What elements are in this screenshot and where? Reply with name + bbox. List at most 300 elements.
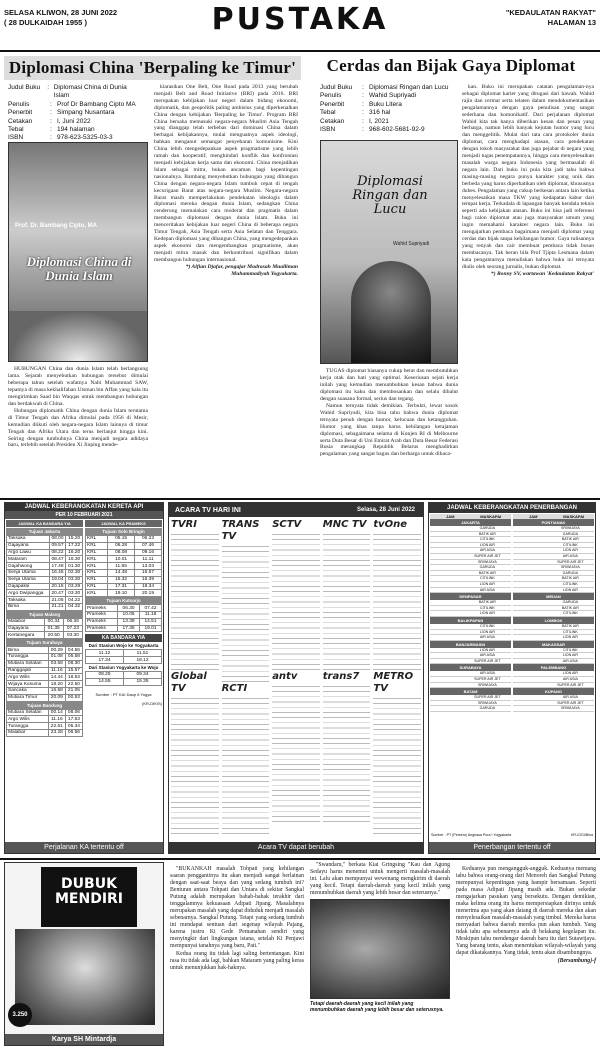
- tv-column: [272, 519, 320, 837]
- tv-channel-logo: TRANS TV: [221, 519, 260, 542]
- train-time: 08.22: [49, 549, 66, 556]
- train-name: Prameks: [86, 611, 118, 618]
- flight-airline: LION AIR: [562, 671, 578, 676]
- signature: *) Ronny SV, wartawan 'Kedaulatan Rakyat': [490, 270, 594, 277]
- flight-airline: AIR ASIA: [479, 635, 495, 640]
- info-value: 316 hal: [369, 109, 391, 117]
- info-key: Judul Buku: [320, 84, 353, 91]
- train-time: 07.23: [63, 625, 82, 632]
- train-time: 21.05: [65, 687, 82, 694]
- train-time: 08.30: [65, 660, 82, 667]
- tv-program-list: [171, 531, 219, 671]
- train-name: Malabar: [7, 729, 49, 736]
- info-key: ISBN: [8, 134, 24, 142]
- tv-program-list: [272, 683, 320, 823]
- train-name: Gajayana: [7, 542, 50, 549]
- train-name: KRL: [86, 583, 108, 590]
- paragraph: Keduanya pun mengangguk-angguk. Keduanya memang tahu bahwa orang-orang dari Menoreh dan Sangkal Putung mempunyai kepentingan yang hampir bersamaan. Seperti pada masa Adipati Jipang masih ada. Bukan sekedar mengajarkan pasukan yang bersekutu. Dengan demikian, maka kelima orang itu harus mempersiapkan dirinya untuk menerima apa yang akan datang di daerah mereka dan akan menyelesaikan masalah-masalah yang timbul. Mereka harus menyadari bahwa daerah mereka pun akan tumbuh. Yang tidak tahu apa sebenarnya ada di belakang kegelapan itu. Meskipun tahu mendengar daerah baru itu dari Sutawijaya. Yang barang tentu, akan menentukan wilayah-wilayah yang dapat dikatakannya. Yang tidak, tentu akan disambungnya.: [456, 866, 596, 956]
- tv-date: Selasa, 28 Juni 2022: [356, 507, 415, 513]
- train-name: Taksaka: [7, 536, 50, 543]
- table-row: [86, 556, 162, 563]
- flight-col-header: JAM: [446, 514, 455, 519]
- train-time: 00.29: [48, 647, 65, 654]
- train-time: 20.19: [135, 590, 162, 597]
- tv-channel-logo: antv: [272, 671, 298, 682]
- train-time: 17.53: [65, 716, 82, 723]
- flight-destination: MAKASSAR: [513, 641, 594, 648]
- paragraph: Kedua orang itu tidak lagi saling bertentangan. Kini rasa itu tidak ada lagi, bahkan Mataram yang paling keras untuk menunjukkan hak-haknya.: [170, 950, 304, 971]
- flight-airline: SUPER AIR JET: [557, 559, 584, 564]
- train-caption: Perjalanan KA tertentu off: [5, 842, 163, 853]
- train-time: 11.11: [135, 556, 162, 563]
- train-time: 05.58: [65, 653, 82, 660]
- train-time: 19.04: [49, 576, 66, 583]
- train-table-jakarta: [6, 535, 83, 611]
- flight-destination: DENPASAR: [430, 593, 511, 600]
- tv-channel-logo: tvOne: [373, 519, 408, 530]
- info-key: Cetakan: [320, 117, 345, 125]
- train-time: 07.46: [135, 542, 162, 549]
- train-header-left: JADWAL KA BANDARA YIA: [6, 520, 83, 527]
- train-time: 09.57: [49, 542, 66, 549]
- train-time: 11.51: [124, 650, 162, 657]
- train-time: 11.16: [48, 667, 65, 674]
- train-time: 08.06: [65, 709, 82, 716]
- flight-airline: AIR ASIA: [479, 548, 495, 553]
- flight-column: [430, 514, 511, 712]
- serial-drawing: [15, 929, 155, 1025]
- flight-airline: CITILINK: [562, 629, 578, 634]
- flight-airline: BATIK AIR: [478, 570, 496, 575]
- tv-caption: Acara TV dapat berubah: [169, 842, 423, 853]
- info-key: ISBN: [320, 126, 336, 134]
- serial-col2: [310, 862, 450, 1046]
- train-time: 11.16: [48, 716, 65, 723]
- train-time: 17.35: [118, 625, 140, 632]
- signature: *) Alfian Djafar, pengajar Madrasah Mualliman Muhammadiyah Yogyakarta.: [185, 264, 298, 277]
- train-time: 03.58: [48, 660, 65, 667]
- train-time: 00.14: [48, 709, 65, 716]
- flight-airline: CITILINK: [562, 542, 578, 547]
- train-time: 04.56: [65, 647, 82, 654]
- tv-channel-logo: SCTV: [272, 519, 302, 530]
- serial-number: 3.250: [8, 1003, 32, 1027]
- train-name: Ranggajati: [7, 667, 49, 674]
- table-row: [7, 583, 83, 590]
- article1-infobox: Judul Buku : Diplomasi China di Dunia Islam Penulis : Prof Dr Bambang Cipto MA Penerbit : Simpang Nusantara Cetakan : I, Juni 2022 Tebal : 194 halaman ISBN : 978-623-5325-03-3: [8, 84, 138, 143]
- train-table-surabaya: [6, 646, 83, 701]
- table-row: [7, 590, 83, 597]
- flight-airline: LION AIR: [479, 542, 495, 547]
- table-row: [7, 647, 83, 654]
- train-time: 19.10: [108, 590, 135, 597]
- train-name: Prameks: [86, 618, 118, 625]
- article-diplomasi-china: [4, 56, 301, 496]
- train-time: 21.05: [49, 597, 66, 604]
- masthead-date: [4, 8, 117, 28]
- table-row: [7, 563, 83, 570]
- train-section: Tujuan Solo Bringin: [85, 528, 162, 535]
- tv-program-list: [323, 531, 371, 671]
- train-time: 05.15: [108, 536, 135, 543]
- train-time: 01.35: [44, 625, 63, 632]
- table-row: [7, 569, 83, 576]
- cover-portrait: [351, 261, 431, 364]
- train-name: Mutiara Selatan: [7, 709, 49, 716]
- newspaper-name: "KEDAULATAN RAKYAT": [505, 8, 596, 17]
- train-time: 14.51: [140, 618, 162, 625]
- flight-airline: AIR ASIA: [562, 677, 578, 682]
- train-time: 22.50: [65, 681, 82, 688]
- train-time: 18.53: [65, 674, 82, 681]
- flight-airline: BATIK AIR: [478, 531, 496, 536]
- flight-airline: GARUDA: [479, 706, 496, 711]
- info-value: 978-623-5325-03-3: [57, 134, 113, 142]
- train-code: (KR-DIKIS): [142, 700, 162, 706]
- train-name: Prameks: [86, 605, 118, 612]
- table-row: [7, 556, 83, 563]
- train-time: 03.29: [66, 583, 83, 590]
- section-rule: [0, 498, 600, 500]
- train-name: Gajahwong: [7, 563, 50, 570]
- article1-col2: [154, 84, 298, 278]
- cover-illustration: [9, 311, 148, 361]
- flight-airline: BATIK AIR: [561, 623, 579, 628]
- train-header-right: JADWAL KA PRAMEKS: [85, 520, 162, 527]
- tv-grid: [169, 517, 423, 839]
- cover-title: Diplomasi Ringan dan Lucu: [352, 174, 428, 217]
- flight-grid: [429, 513, 595, 713]
- train-time: 14.48: [108, 569, 135, 576]
- train-name: KRL: [86, 549, 108, 556]
- flight-airline: BATIK AIR: [561, 605, 579, 610]
- info-key: Penulis: [320, 92, 342, 100]
- train-right-col: [85, 528, 162, 737]
- train-time: 08.00: [49, 536, 66, 543]
- train-time: 17.31: [108, 583, 135, 590]
- train-title: JADWAL KEBERANGKATAN KERETA API: [5, 503, 163, 511]
- paragraph: kan. Buku ini merupakan catatan pengalaman-nya sebagai diplomat karier yang ditugasi dari bawah. Wahid rajin dan cermat serta telaten dalam mendokumentasikan pengalamannya dengan gaya penulisan yang sangat sederhana dan komunikatif. Dari perjalanan diplomat Wahid kita tak hanya diberikan kesan dan pesan yang berharga, namun lebih banyak kejutan humor yang lucu dan menggelitik. Mulai dari tata cara protokoler dunia diplomat, cara menghadapi atasan, cara pendekatan dengan tokoh masyarakat dan juga pejabat di negara yang menjadi tugas penempatannya, hingga cara menyelesaikan masalah warga negara Indonesia yang bermasalah di negara lain. Dari buku ini pula kita jadi tahu bahwa masing-masing negara punya karakter yang unik dan berbeda yang harus diperhatikan oleh diplomat, khususnya dubes. Pengalaman yang cukup berkesan antara lain ketika menyelesaikan masa TKW yang kedapatan kabur dari tempat kerja. Terkadala di lapangan banyak kendala teknis seperti ada kebijakan atasan. Buku ini bisa jadi referensi bagi calon diplomat atau juga masyarakat umum yang ingin memahami karakter negara lain. Buku ini mengajarkan pembaca bagaimana menjadi diplomat yang cerdas dan bijak tanpa kehilangan humor. Gaya tulisannya yang renyah dan cair membuat pembaca tidak bosan membacanya. Tak heran bila Prof Tjipta Lesmana dalam kata pengantarnya menuliskan bahwa buku ini ternyata diulis oleh seorang jurnalis, bukan diplomat.: [462, 84, 594, 270]
- train-table-solo: [85, 535, 162, 597]
- flight-destination: LOMBOK: [513, 617, 594, 624]
- section-title: PUSTAKA: [211, 2, 389, 37]
- train-subtitle: PER 10 FEBRUARI 2021: [5, 511, 163, 519]
- flight-airline: CITILINK: [562, 647, 578, 652]
- flight-airline: BATIK AIR: [561, 576, 579, 581]
- flight-row: [430, 706, 511, 712]
- flight-airline: CITILINK: [562, 611, 578, 616]
- train-time: 16.58: [48, 687, 65, 694]
- flight-row: [513, 706, 594, 712]
- serial-col2-text: [310, 862, 450, 897]
- table-row: [7, 653, 83, 660]
- tv-program-list: [323, 683, 371, 823]
- table-row: [86, 542, 162, 549]
- flight-airline: AIR ASIA: [479, 587, 495, 592]
- info-value: I, Juni 2022: [57, 117, 91, 125]
- train-time: 16.20: [66, 549, 83, 556]
- table-row: [86, 569, 162, 576]
- table-row: [7, 536, 83, 543]
- table-row: [7, 618, 83, 625]
- table-row: [7, 674, 83, 681]
- flight-schedule: [428, 502, 596, 854]
- flight-title: JADWAL KEBERANGKATAN PENERBANGAN: [429, 503, 595, 513]
- table-row: [86, 625, 162, 632]
- table-row: [86, 650, 162, 657]
- train-name: Malabar: [7, 618, 45, 625]
- flight-code: KR-IGGI/Bina: [571, 833, 593, 837]
- flight-destination: PONTIANAK: [513, 519, 594, 526]
- flight-destination: BATAM: [430, 688, 511, 695]
- train-section: Tujuan Surabaya: [6, 639, 83, 646]
- info-value: Prof Dr Bambang Cipto MA: [57, 100, 136, 108]
- flight-airline: SUPER AIR JET: [557, 682, 584, 687]
- table-row: [7, 667, 83, 674]
- tv-channel-logo: Global TV: [171, 671, 207, 694]
- info-key: Penulis: [8, 100, 30, 108]
- table-row: [86, 536, 162, 543]
- flight-col-header: JAM: [529, 514, 538, 519]
- train-time: 16.39: [135, 576, 162, 583]
- flight-destination: BANJARMASIN: [430, 641, 511, 648]
- table-row: [7, 687, 83, 694]
- flight-airline: GARUDA: [562, 600, 579, 605]
- article2-infobox: Judul Buku : Diplomasi Ringan dan Lucu Penulis : Wahid Supriyadi Penerbit : Buku Litera Tebal : 316 hal Cetakan : I, 2021 ISBN : 968-602-5681-92-9: [320, 84, 449, 134]
- info-key: Tebal: [8, 126, 24, 134]
- article1-title: Diplomasi China 'Berpaling ke Timur': [4, 56, 301, 80]
- flight-destination: BALIKPAPAN: [430, 617, 511, 624]
- train-name: Prameks: [86, 625, 118, 632]
- cover-author: Wahid Supriyadi: [393, 241, 430, 247]
- paragraph: "Swandaru," berkata Kiai Gringsing "Kau dan Agung Sedayu harus menemui untuk mengerti masalah-masalah ini. Lalu akan mempunyai wewenang mengkirim di daerah yang kecil. Tetapi daerah-daerah yang kecil inilah yang menumbuhkan daerah yang lebih besar dan seterusnya.": [310, 862, 450, 896]
- flight-airline: LION AIR: [479, 647, 495, 652]
- tv-program-list: [222, 695, 270, 835]
- table-row: [7, 542, 83, 549]
- flight-source: Sumber : PT (Persero) Angkasa Pura I Yogyakarta: [431, 833, 512, 837]
- train-name: Bima: [7, 647, 49, 654]
- table-row: [7, 681, 83, 688]
- train-time: 11.18: [140, 611, 162, 618]
- train-name: Argo Wilis: [7, 674, 49, 681]
- train-time: 18.20: [48, 681, 65, 688]
- train-name: KRL: [86, 569, 108, 576]
- flight-airline: SRIWIJAYA: [477, 682, 497, 687]
- train-time: 18.34: [135, 583, 162, 590]
- flight-airline: BATIK AIR: [561, 537, 579, 542]
- paragraph: "BUKANKAH masalah Tohpati yang kehilangan saaran penggantinya itu akan menjadi sangat berlainan dengan saat-saat beaya dan yang sedang tumbuh ini? Benturan antara Tohpati dan Untara di sekitar Sangkal Putung adalah merupakan bahab-bahak terakhir dari tenggalamnya kekuasaan Adipati Jipang. Masalahnya merupakan masalah yang dapat diduduk menjadi masalah sebenarnya. Sangkal Putung. Tetapi yang sedang tumbuh ini mendapat sentuan dari segenap wilayah Pajang, karena justru Ki Gede Pemanahan sendiri yang menyingkir dari lingkungan istana, setelah Ki Penjawi mempunyai tanahnya yang baru, Pati.": [170, 866, 304, 949]
- train-time: 09.34: [124, 671, 162, 678]
- train-name: Taksaka: [7, 597, 50, 604]
- flight-airline: CITILINK: [479, 576, 495, 581]
- train-time: 22.51: [48, 723, 65, 730]
- serial-title: DUBUK MENDIRI: [41, 867, 137, 927]
- paragraph: HUBUNGAN China dan dunia Islam telah berlangsung lama. Sejarah menyebutkan hubungan tersebut dimulai beberapa tahun setelah wafatnya Nabi Muhammad SAW, tepatnya di masa kekhalifahan Utsman bin Affan yang kala itu mengirimkan Saad bin Waqqas untuk membangun hubungan dan berdakwah di China.: [8, 366, 148, 407]
- tv-channel-logo: TVRI: [171, 519, 197, 530]
- train-time: 06.36: [63, 618, 82, 625]
- serial-image: [310, 899, 450, 999]
- info-value: I, 2021: [369, 117, 389, 125]
- train-name: Mutiara Timur: [7, 694, 49, 701]
- book-cover-diplomasi-china: [8, 142, 148, 362]
- table-row: [86, 549, 162, 556]
- info-key: Judul Buku: [8, 84, 41, 91]
- serial-caption: Karya SH Mintardja: [5, 1034, 163, 1045]
- flight-airline: SRIWIJAYA: [477, 700, 497, 705]
- info-key: Cetakan: [8, 117, 33, 125]
- page-number: HALAMAN 13: [547, 18, 596, 27]
- tv-column: [171, 519, 219, 837]
- table-row: [7, 660, 83, 667]
- train-time: 00.53: [65, 694, 82, 701]
- train-name: Mutiara Selatan: [7, 660, 49, 667]
- paragraph: TUGAS diplomat biasanya cukup berat dan membutuhkan kerja otak dan hati yang optimal. Keseriusan sejati kerja inilah yang kemudian menumbuhkan kesan bahwa dunia diplomasi itu kaku dan membosankan dan selalu dibalut dengan suasana formal, serius dan tegang.: [320, 368, 458, 402]
- tv-program-list: [171, 695, 219, 835]
- tv-channel-logo: METRO TV: [373, 671, 414, 694]
- table-row: [86, 611, 162, 618]
- flight-airline: CITILINK: [479, 537, 495, 542]
- train-name: Mataram: [7, 556, 50, 563]
- table-row: [7, 597, 83, 604]
- cover-title: Diplomasi China di Dunia Islam: [26, 254, 132, 283]
- flight-airline: LION AIR: [562, 653, 578, 658]
- train-time: 15.57: [135, 569, 162, 576]
- train-time: 16.30: [66, 556, 83, 563]
- table-row: [86, 671, 162, 678]
- train-subsection: Dari Stasiun Yogyakarta ke Wojo: [88, 664, 159, 670]
- table-row: [7, 625, 83, 632]
- tv-column: [323, 519, 371, 837]
- train-table-yia-1: [85, 649, 162, 664]
- train-time: 17.22: [66, 542, 83, 549]
- info-value: Diplomasi China di Dunia Islam: [53, 84, 127, 100]
- train-time: 06.30: [118, 605, 140, 612]
- serial-illustration: [4, 862, 164, 1046]
- info-key: Penerbit: [320, 100, 345, 108]
- train-time: 00.34: [44, 618, 63, 625]
- info-value: 194 halaman: [57, 126, 95, 134]
- table-row: [7, 716, 83, 723]
- train-time: 03.30: [66, 590, 83, 597]
- paragraph: Namun ternyata tidak demikian. Terbukti, lewat sosok Wahid Supriyadi, kita bisa tahu bahwa dunia diplomat ternyata penuh dengan humor, kelucuan dan ketangguhan. Humor yang khas tanpa harus kehilangan ketajaman diplomasi, sebagaimana selama di Konjen RI di Melbourne serta Duta Besar di Uni Emirat Arab dan Duta Besar Federasi Rusia merangkap Republik Belarus menghadirkan pengalaman yang sangat bagus dan berharga untuk dibaca-: [320, 403, 458, 458]
- info-key: Penerbit: [8, 109, 33, 117]
- flight-airline: LION AIR: [562, 548, 578, 553]
- paragraph: Hubungan diplomatik China dengan dunia Islam terutama di Timur Tengah dan Afrika dimulai pada 1956 di Mesir, kemudian diikuti oleh negara-negara Islam lainnya di timur Tengah dan Afrika Utara dan terus berlanjut hingga kini. Seiring dengan tumbuhnya China menjadi negara adidaya baru, terlebih setelah Presiden Xi Jinping mende-: [8, 407, 148, 449]
- flight-destination: MEDAN: [513, 593, 594, 600]
- flight-airline: LION AIR: [562, 635, 578, 640]
- flight-col-header: MASKAPAI: [563, 514, 585, 519]
- flight-airline: CITILINK: [479, 605, 495, 610]
- flight-destination: KUPANG: [513, 688, 594, 695]
- train-time: 08.08: [108, 549, 135, 556]
- train-source: Sumber : PT KAI Daop 6 Yogya: [95, 691, 152, 697]
- train-name: Turangga: [7, 653, 49, 660]
- train-name: Argo Lawu: [7, 549, 50, 556]
- train-time: 23.28: [48, 729, 65, 736]
- flight-airline: LION AIR: [479, 611, 495, 616]
- info-value: Buku Litera: [369, 100, 402, 108]
- train-time: 13.03: [135, 563, 162, 570]
- train-section: Tujuan Bandung: [6, 702, 83, 709]
- table-row: [86, 590, 162, 597]
- flight-airline: BATIK AIR: [478, 600, 496, 605]
- tv-program-list: [222, 543, 270, 683]
- table-row: [7, 723, 83, 730]
- flight-caption: Penerbangan tertentu off: [429, 842, 595, 853]
- flight-airline: LION AIR: [479, 581, 495, 586]
- train-name: Sancaka: [7, 687, 49, 694]
- train-time: 03.30: [66, 576, 83, 583]
- table-row: [7, 729, 83, 736]
- train-time: 11.12: [86, 650, 124, 657]
- train-left-col: [6, 528, 83, 737]
- train-time: 14.55: [86, 678, 124, 685]
- flight-airline: AIR ASIA: [562, 553, 578, 558]
- train-time: 01.08: [48, 653, 65, 660]
- flight-destination: JAKARTA: [430, 519, 511, 526]
- table-row: [7, 576, 83, 583]
- article-cerdas-bijak: [306, 56, 596, 496]
- train-name: KRL: [86, 536, 108, 543]
- hijri-date-line: ( 28 DULKAIDAH 1955 ): [4, 18, 87, 27]
- train-time: 20.09: [48, 694, 65, 701]
- train-name: Kertanegara: [7, 632, 45, 639]
- train-table-kutoarjo: [85, 604, 162, 632]
- flight-airline: SRIWIJAYA: [560, 706, 580, 711]
- train-table-bandung: [6, 709, 83, 737]
- flight-column: [513, 514, 594, 712]
- tv-schedule: [168, 502, 424, 854]
- table-row: [86, 618, 162, 625]
- flight-airline: AIR ASIA: [479, 671, 495, 676]
- train-time: 02.30: [66, 569, 83, 576]
- flight-airline: SUPER AIR JET: [474, 658, 501, 663]
- train-name: Bima: [7, 603, 50, 610]
- train-section: Tujuan Malang: [6, 611, 83, 618]
- train-time: 09.16: [135, 549, 162, 556]
- flight-airline: GARUDA: [479, 526, 496, 530]
- train-name: KRL: [86, 590, 108, 597]
- train-time: 08.25: [86, 671, 124, 678]
- flight-airline: AIR ASIA: [562, 658, 578, 663]
- flight-airline: AIR ASIA: [562, 695, 578, 700]
- flight-airline: CITILINK: [562, 581, 578, 586]
- info-value: Simpang Nusantara: [57, 109, 115, 117]
- table-row: [7, 603, 83, 610]
- train-time: 15.35: [124, 678, 162, 685]
- table-row: [7, 709, 83, 716]
- table-row: [86, 583, 162, 590]
- flight-airline: SUPER AIR JET: [474, 677, 501, 682]
- flight-airline: SUPER AIR JET: [474, 695, 501, 700]
- train-time: 17.34: [86, 657, 124, 664]
- train-time: 11.55: [108, 563, 135, 570]
- flight-airline: LION AIR: [562, 587, 578, 592]
- train-time: 15.32: [108, 576, 135, 583]
- tv-title: ACARA TV HARI INI: [175, 506, 241, 514]
- train-section: KA BANDARA YIA: [85, 634, 162, 642]
- book-cover-diplomasi-ringan: [320, 140, 458, 364]
- train-name: KRL: [86, 542, 108, 549]
- train-section: Tujuan Jakarta: [6, 528, 83, 535]
- info-value: Wahid Supriyadi: [369, 92, 417, 100]
- flight-airline: GARUDA: [562, 570, 579, 575]
- serial-image-caption: Tetapi daerah-daerah yang kecil inilah yang menumbuhkan daerah yang lebih besar dan seterusnya.: [310, 1001, 444, 1013]
- train-name: Senja Utama: [7, 569, 50, 576]
- train-name: KRL: [86, 576, 108, 583]
- train-time: 20.50: [44, 632, 63, 639]
- train-table-malang: [6, 618, 83, 639]
